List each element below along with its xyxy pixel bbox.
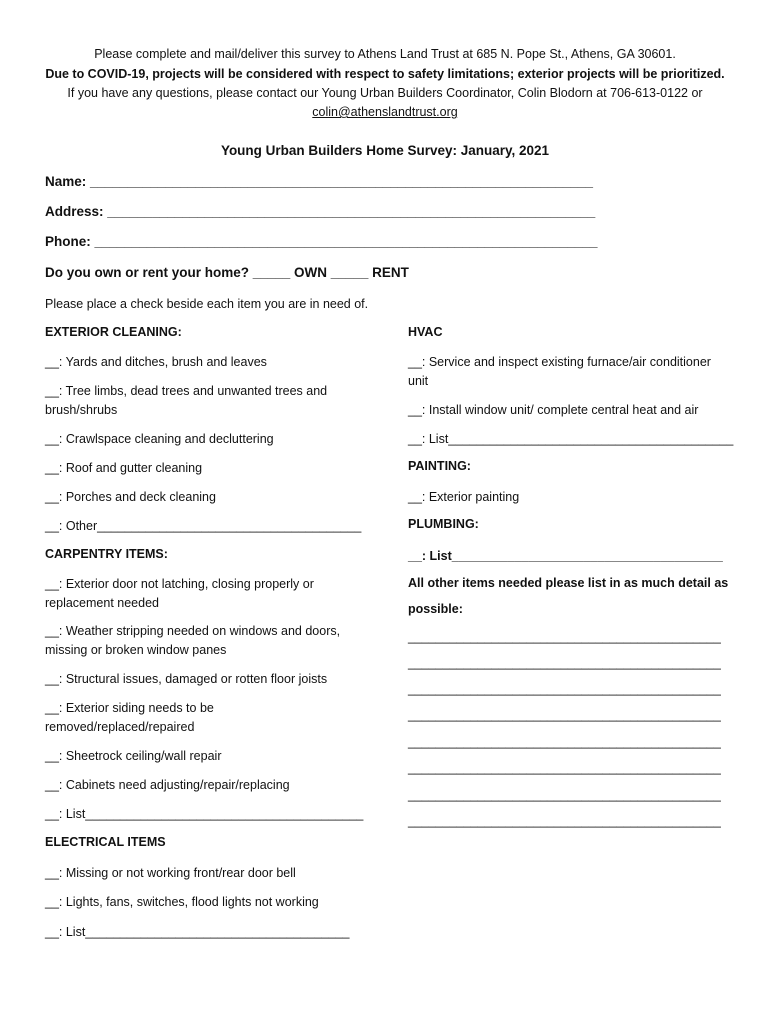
checklist-item[interactable]: __: List______________________________________ bbox=[45, 925, 350, 939]
checklist-item[interactable]: __: Weather stripping needed on windows and doors, missing or broken window panes bbox=[45, 624, 341, 657]
name-field[interactable]: Name: ___________________________________________________________________ bbox=[45, 174, 594, 189]
own-rent-question[interactable]: Do you own or rent your home? _____ OWN _____ RENT bbox=[45, 265, 409, 280]
electrical-heading: ELECTRICAL ITEMS bbox=[45, 835, 166, 849]
checklist-item[interactable]: __: Roof and gutter cleaning bbox=[45, 461, 203, 475]
checklist-item[interactable]: __: Exterior siding needs to be removed/replaced/repaired bbox=[45, 701, 214, 734]
survey-title: Young Urban Builders Home Survey: January, 2021 bbox=[220, 143, 550, 158]
checklist-item[interactable]: __: Structural issues, damaged or rotten floor joists bbox=[45, 672, 328, 686]
blank-line[interactable]: _____________________________________________ bbox=[408, 682, 721, 696]
checklist-item[interactable]: __: Exterior door not latching, closing properly or replacement needed bbox=[45, 577, 314, 610]
painting-heading: PAINTING: bbox=[408, 459, 471, 473]
checklist-item[interactable]: __: Lights, fans, switches, flood lights not working bbox=[45, 895, 319, 909]
checklist-item[interactable]: __: List_________________________________________ bbox=[408, 432, 734, 446]
blank-line[interactable]: _____________________________________________ bbox=[408, 735, 721, 749]
checklist-item[interactable]: __: Install window unit/ complete central heat and air bbox=[408, 403, 699, 417]
other-items-heading: All other items needed please list in as much detail as bbox=[408, 576, 729, 590]
checklist-item[interactable]: __: Missing or not working front/rear door bell bbox=[45, 866, 296, 880]
blank-line[interactable]: _____________________________________________ bbox=[408, 788, 721, 802]
blank-line[interactable]: _____________________________________________ bbox=[408, 814, 721, 828]
hvac-heading: HVAC bbox=[408, 325, 443, 339]
checklist-item[interactable]: __: Tree limbs, dead trees and unwanted trees and brush/shrubs bbox=[45, 384, 328, 417]
checklist-item[interactable]: __: List_______________________________________ bbox=[408, 549, 723, 563]
checklist-item[interactable]: __: Other______________________________________ bbox=[45, 519, 362, 533]
contact-info: If you have any questions, please contact our Young Urban Builders Coordinator, Colin Blodorn at 706-613-0122 or bbox=[67, 86, 703, 100]
blank-line[interactable]: _____________________________________________ bbox=[408, 630, 721, 644]
checklist-item[interactable]: __: Porches and deck cleaning bbox=[45, 490, 216, 504]
covid-notice: Due to COVID-19, projects will be considered with respect to safety limitations; exterior projects will be prioritized. bbox=[45, 67, 725, 81]
header-instructions: Please complete and mail/deliver this survey to Athens Land Trust at 685 N. Pope St., Athens, GA 30601. bbox=[94, 47, 676, 61]
carpentry-heading: CARPENTRY ITEMS: bbox=[45, 547, 168, 561]
checklist-item[interactable]: __: Cabinets need adjusting/repair/replacing bbox=[45, 778, 290, 792]
checklist-item[interactable]: __: Yards and ditches, brush and leaves bbox=[45, 355, 267, 369]
other-items-heading-cont: possible: bbox=[408, 602, 463, 616]
address-field[interactable]: Address: _________________________________________________________________ bbox=[45, 204, 596, 219]
blank-line[interactable]: _____________________________________________ bbox=[408, 708, 721, 722]
checklist-item[interactable]: __: Service and inspect existing furnace/air conditioner unit bbox=[408, 355, 711, 388]
phone-field[interactable]: Phone: ___________________________________________________________________ bbox=[45, 234, 598, 249]
checklist-item[interactable]: __: Sheetrock ceiling/wall repair bbox=[45, 749, 222, 763]
blank-line[interactable]: _____________________________________________ bbox=[408, 656, 721, 670]
checklist-item[interactable]: __: Exterior painting bbox=[408, 490, 520, 504]
exterior-cleaning-heading: EXTERIOR CLEANING: bbox=[45, 325, 182, 339]
checklist-item[interactable]: __: Crawlspace cleaning and decluttering bbox=[45, 432, 274, 446]
contact-email-link[interactable]: colin@athenslandtrust.org bbox=[312, 105, 458, 119]
check-instruction: Please place a check beside each item you are in need of. bbox=[45, 297, 369, 311]
plumbing-heading: PLUMBING: bbox=[408, 517, 479, 531]
blank-line[interactable]: _____________________________________________ bbox=[408, 761, 721, 775]
checklist-item[interactable]: __: List________________________________________ bbox=[45, 807, 364, 821]
